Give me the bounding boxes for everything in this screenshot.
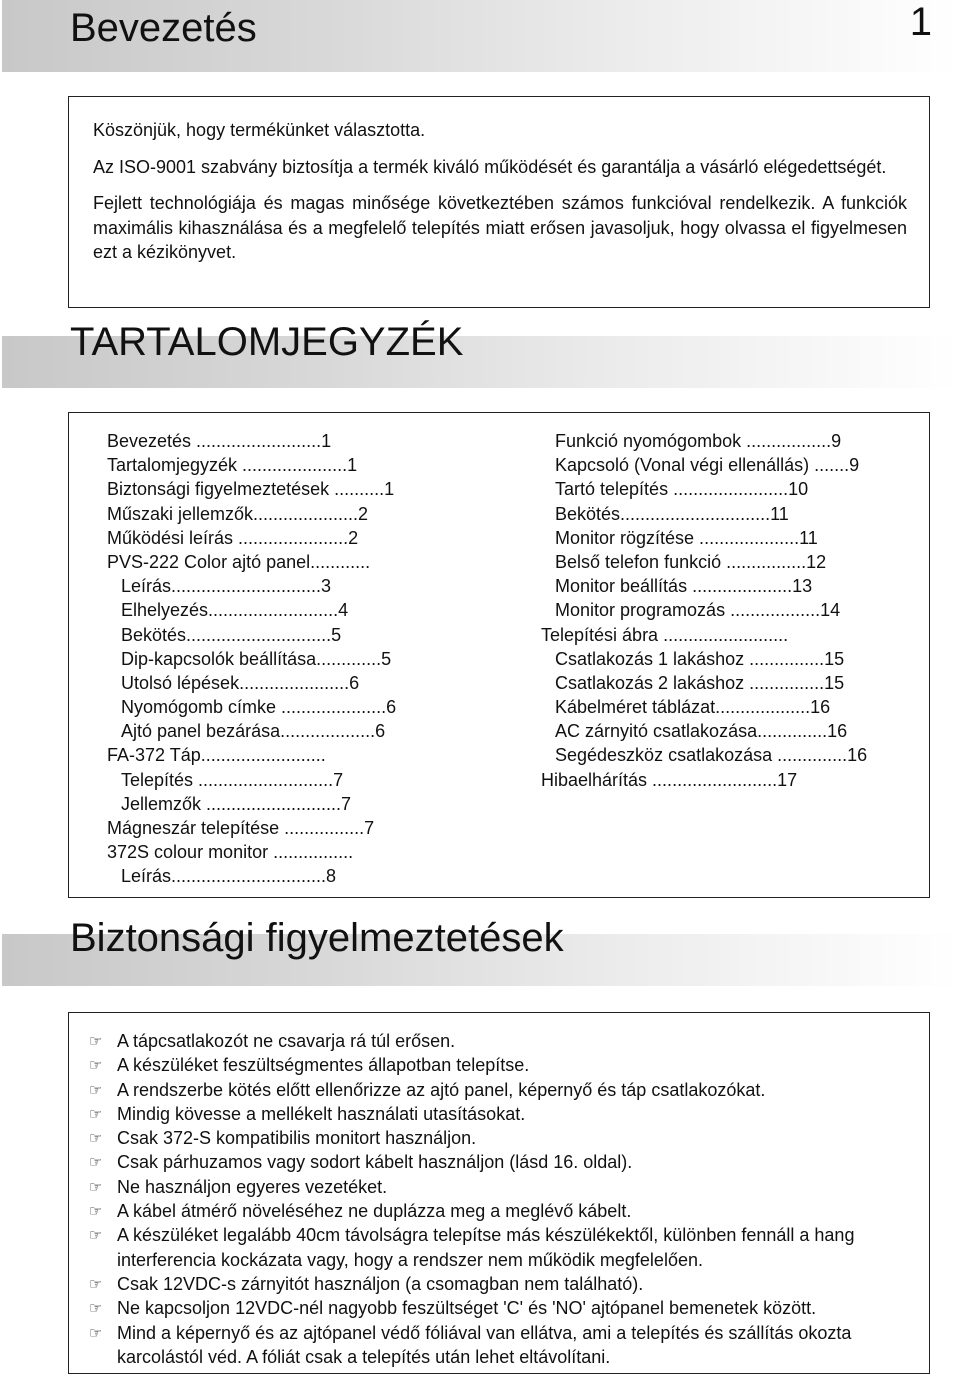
safety-item-text: A tápcsatlakozót ne csavarja rá túl erősen. (117, 1031, 456, 1051)
toc-entry: Monitor rögzítése ....................11 (555, 527, 818, 548)
toc-entry: Leírás..............................3 (121, 576, 332, 597)
toc-right-column (541, 429, 867, 792)
toc-entry: PVS-222 Color ajtó panel............ (107, 551, 371, 572)
pointing-hand-icon: ☞ (89, 1274, 103, 1293)
toc-entry: Elhelyezés..........................4 (121, 600, 349, 621)
toc-entry: Csatlakozás 1 lakáshoz ...............15 (555, 648, 845, 669)
safety-item-text: Mindig kövesse a mellékelt használati utasításokat. (117, 1103, 526, 1124)
pointing-hand-icon: ☞ (89, 1323, 103, 1342)
toc-entry: Segédeszköz csatlakozása ..............16 (555, 745, 868, 766)
toc-entry: Nyomógomb címke .....................6 (121, 697, 397, 718)
intro-paragraph-thanks: Köszönjük, hogy termékünket választotta. (93, 120, 426, 140)
toc-entry: Ajtó panel bezárása...................6 (121, 721, 386, 742)
toc-entry: Monitor programozás ..................14 (555, 600, 841, 621)
toc-entry: Mágneszár telepítése ................7 (107, 818, 375, 838)
toc-entry: Utolsó lépések......................6 (121, 672, 360, 693)
toc-entry: Bevezetés .........................1 (107, 431, 332, 451)
toc-entry: Telepítés ...........................7 (121, 769, 344, 790)
toc-title: TARTALOMJEGYZÉK (70, 320, 464, 364)
safety-list (69, 1029, 929, 1369)
toc-entry: Hibaelhárítás .........................17 (541, 769, 798, 790)
safety-item-text: Csak párhuzamos vagy sodort kábelt használjon (lásd 16. oldal). (117, 1152, 633, 1173)
intro-box (68, 96, 930, 308)
safety-box (68, 1012, 930, 1374)
safety-item-text: Mind a képernyő és az ajtópanel védő fóliával van ellátva, ami a telepítés és szállítás okozta karcolástól véd. A fóliát csak a telepítés után lehet eltávolítani. (117, 1322, 852, 1367)
pointing-hand-icon: ☞ (89, 1032, 103, 1050)
toc-entry: Monitor beállítás ....................13 (555, 576, 813, 597)
safety-item (69, 1126, 887, 1150)
toc-entry: Biztonsági figyelmeztetések ..........1 (107, 479, 395, 500)
safety-item-text: Ne használjon egyeres vezetéket. (117, 1176, 388, 1197)
safety-item (69, 1102, 887, 1126)
pointing-hand-icon: ☞ (89, 1177, 103, 1196)
safety-item (69, 1223, 887, 1272)
toc-entry: Funkció nyomógombok .................9 (555, 431, 842, 451)
pointing-hand-icon: ☞ (89, 1202, 103, 1221)
safety-item-text: A kábel átmérő növeléséhez ne duplázza meg a meglévő kábelt. (117, 1201, 632, 1222)
pointing-hand-icon: ☞ (89, 1299, 103, 1318)
pointing-hand-icon: ☞ (89, 1129, 103, 1148)
safety-item (69, 1150, 887, 1174)
safety-item (69, 1296, 887, 1320)
toc-entry: AC zárnyitó csatlakozása..............16 (555, 721, 848, 742)
pointing-hand-icon: ☞ (89, 1056, 103, 1075)
safety-item-text: Csak 12VDC-s zárnyitót használjon (a csomagban nem található). (117, 1273, 644, 1294)
safety-item (69, 1053, 887, 1077)
page-title: Bevezetés (70, 6, 257, 50)
toc-entry: Dip-kapcsolók beállítása.............5 (121, 648, 392, 669)
safety-item-text: Csak 372-S kompatibilis monitort használjon. (117, 1128, 477, 1149)
safety-item-text: A készüléket legalább 40cm távolságra telepítse más készülékektől, különben fennáll a hang interferencia kockázata vagy, hogy a rendszer nem működik megfelelően. (117, 1225, 855, 1270)
safety-item-text: Ne kapcsoljon 12VDC-nél nagyobb feszültséget 'C' és 'NO' ajtópanel bemenetek között. (117, 1298, 817, 1319)
toc-entry: Jellemzők ...........................7 (121, 793, 352, 814)
toc-entry: Belső telefon funkció ................12 (555, 551, 827, 572)
toc-entry: Tartalomjegyzék .....................1 (107, 455, 358, 476)
toc-entry: Bekötés..............................11 (555, 503, 789, 524)
toc-entry: 372S colour monitor ................ (107, 842, 354, 863)
safety-item (69, 1175, 887, 1199)
toc-entry: Kapcsoló (Vonal végi ellenállás) .......9 (555, 455, 860, 476)
safety-item (69, 1321, 887, 1370)
toc-entry: Telepítési ábra ......................... (541, 624, 789, 645)
pointing-hand-icon: ☞ (89, 1104, 103, 1123)
toc-box (68, 412, 930, 898)
safety-item-text: A rendszerbe kötés előtt ellenőrizze az ajtó panel, képernyő és táp csatlakozókat. (117, 1079, 766, 1100)
toc-left-column (107, 429, 396, 889)
intro-paragraph-iso: Az ISO-9001 szabvány biztosítja a termék kiváló működését és garantálja a vásárló elégedettségét. (93, 156, 887, 177)
toc-entry: Kábelméret táblázat...................16 (555, 697, 831, 718)
toc-entry: FA-372 Táp......................... (107, 745, 326, 766)
safety-item (69, 1029, 887, 1053)
intro-paragraph-features: Fejlett technológiája és magas minősége következtében számos funkcióval rendelkezik. A funkciók maximális kihasználása és a megfelelő telepítés miatt erősen javasoljuk, hogy olvassa el figyelmesen ezt a kézikönyvet. (93, 193, 907, 262)
page-number: 1 (909, 0, 932, 44)
safety-item (69, 1199, 887, 1223)
safety-title: Biztonsági figyelmeztetések (70, 916, 564, 960)
safety-item (69, 1078, 887, 1102)
safety-item-text: A készüléket feszültségmentes állapotban telepítse. (117, 1055, 530, 1076)
toc-entry: Csatlakozás 2 lakáshoz ...............15 (555, 672, 845, 693)
toc-entry: Műszaki jellemzők.....................2 (107, 503, 369, 524)
pointing-hand-icon: ☞ (89, 1226, 103, 1245)
pointing-hand-icon: ☞ (89, 1153, 103, 1172)
toc-entry: Tartó telepítés .......................10 (555, 479, 809, 500)
toc-entry: Működési leírás ......................2 (107, 527, 359, 548)
safety-item (69, 1272, 887, 1296)
toc-entry: Bekötés.............................5 (121, 624, 342, 645)
pointing-hand-icon: ☞ (89, 1080, 103, 1099)
toc-entry: Leírás...............................8 (121, 866, 337, 887)
